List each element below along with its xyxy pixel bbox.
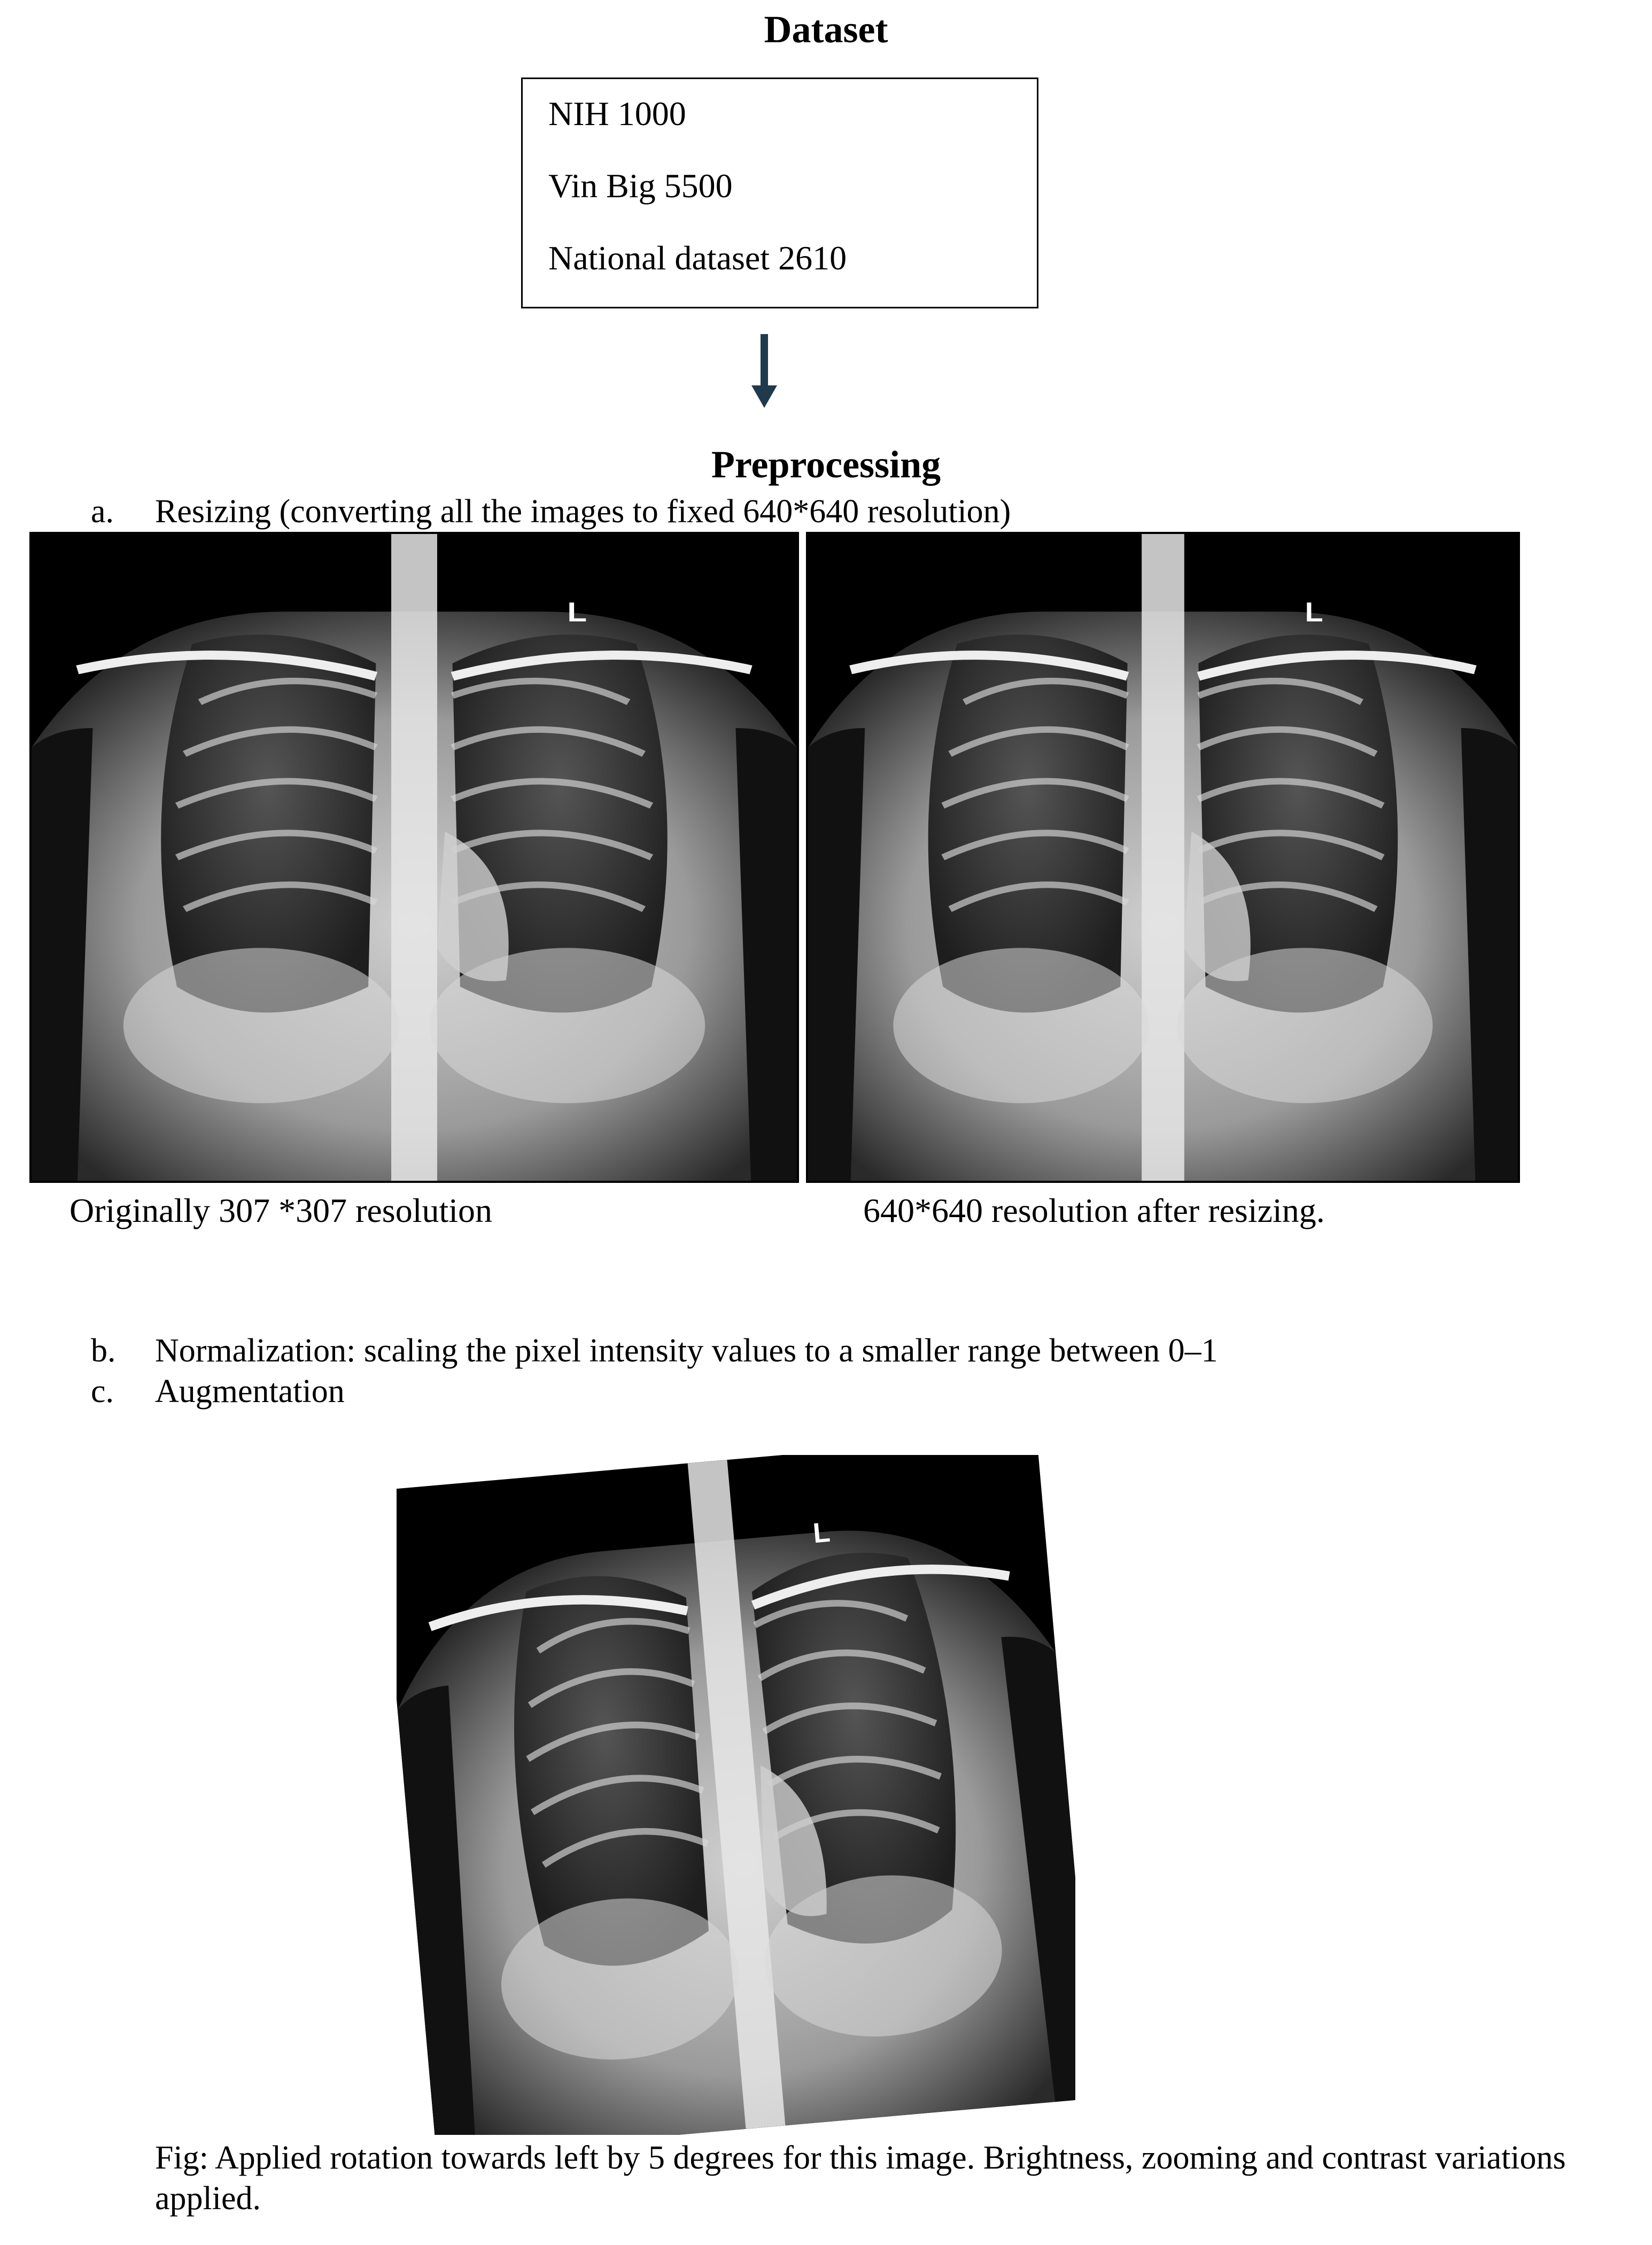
augmentation-caption-line2: applied. bbox=[155, 2180, 261, 2217]
xray-marker-label: L bbox=[567, 597, 587, 628]
step-a-text: Resizing (converting all the images to fixed 640*640 resolution) bbox=[155, 493, 1011, 530]
original-caption: Originally 307 *307 resolution bbox=[69, 1191, 493, 1229]
dataset-item-nih: NIH 1000 bbox=[548, 95, 686, 133]
xray-original-image bbox=[29, 532, 799, 1183]
dataset-item-national: National dataset 2610 bbox=[548, 239, 847, 277]
xray-augmented-frame bbox=[397, 1455, 1075, 2135]
resized-caption: 640*640 resolution after resizing. bbox=[863, 1191, 1325, 1229]
step-c-marker: c. bbox=[91, 1373, 114, 1410]
preprocessing-title: Preprocessing bbox=[711, 443, 941, 486]
augmentation-caption-line1: Fig: Applied rotation towards left by 5 degrees for this image. Brightness, zooming and contrast variations bbox=[155, 2140, 1566, 2176]
down-arrow-icon bbox=[748, 334, 780, 409]
xray-resized-image bbox=[806, 532, 1520, 1183]
step-c-text: Augmentation bbox=[155, 1373, 345, 1410]
dataset-item-vinbig: Vin Big 5500 bbox=[548, 167, 733, 205]
step-b-marker: b. bbox=[91, 1333, 116, 1369]
step-a-marker: a. bbox=[91, 493, 114, 530]
dataset-box bbox=[521, 78, 1038, 308]
xray-marker-label: L bbox=[1305, 597, 1323, 628]
xray-augmented-image bbox=[397, 1455, 1075, 2135]
step-b-text: Normalization: scaling the pixel intensity values to a smaller range between 0–1 bbox=[155, 1333, 1218, 1369]
xray-marker-label: L bbox=[811, 1516, 832, 1550]
dataset-title: Dataset bbox=[764, 8, 888, 51]
